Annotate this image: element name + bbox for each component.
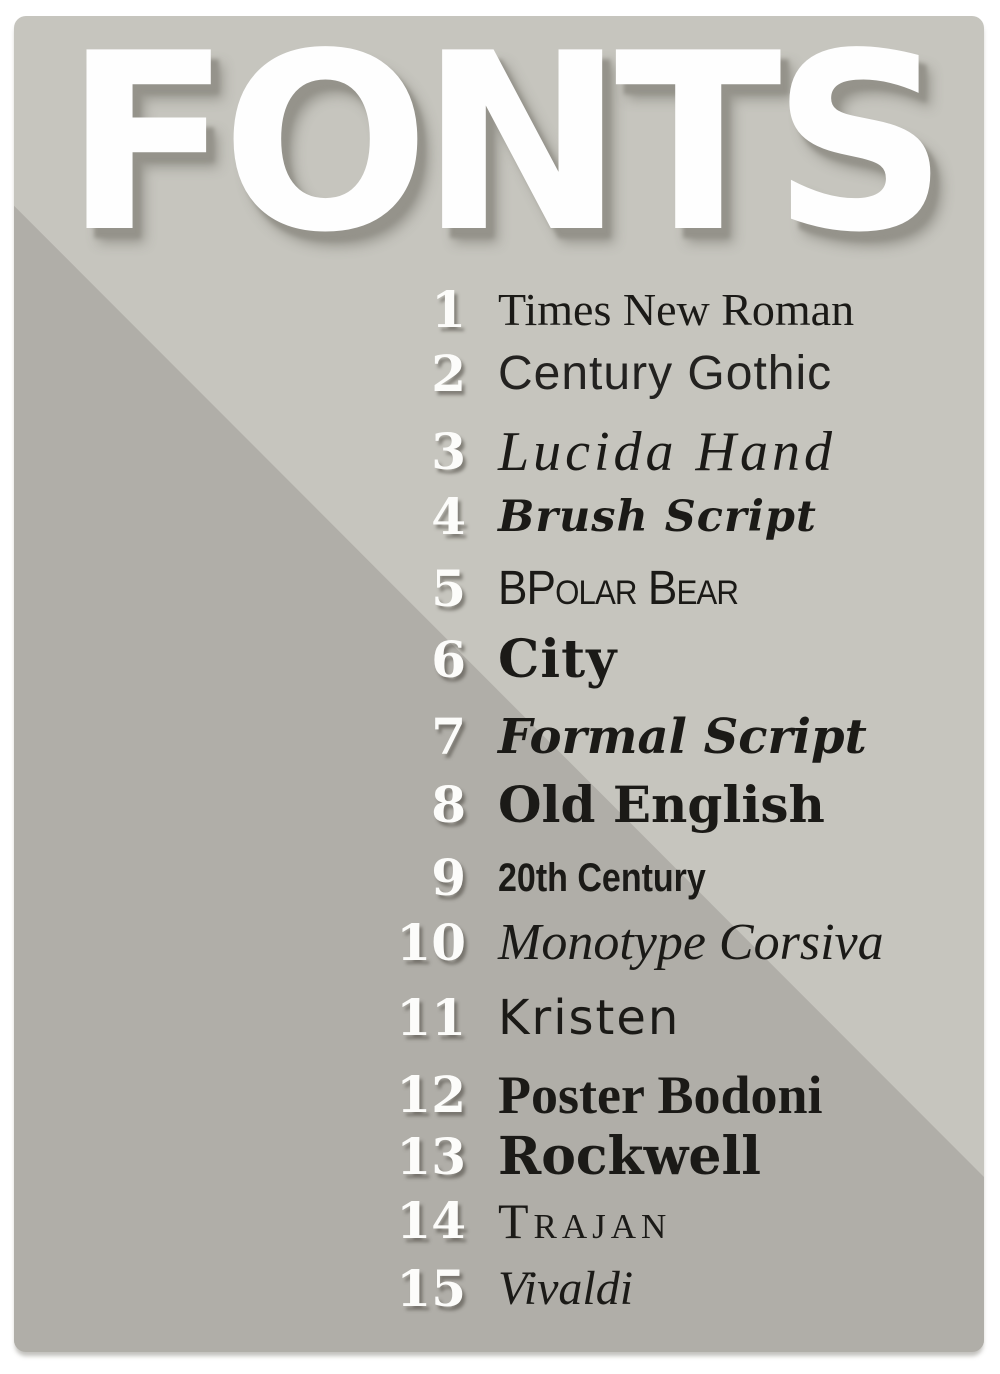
font-item-9-name: 20th Century — [498, 856, 706, 900]
font-item-9 — [14, 848, 984, 907]
font-item-14-number: 14 — [396, 1191, 466, 1250]
font-item-1 — [14, 280, 984, 339]
font-item-13 — [14, 1126, 984, 1187]
font-item-12-number: 12 — [396, 1065, 466, 1124]
font-item-6 — [14, 629, 984, 690]
font-item-2-number: 2 — [431, 344, 466, 403]
font-item-10-number: 10 — [396, 913, 466, 972]
font-item-5-number: 5 — [431, 559, 466, 618]
poster-card — [14, 16, 984, 1352]
poster-title: FONTS — [64, 16, 939, 286]
font-item-11-number: 11 — [396, 988, 466, 1047]
font-item-7 — [14, 707, 984, 766]
font-item-15-name: Vivaldi — [498, 1262, 634, 1315]
font-item-10-name: Monotype Corsiva — [498, 914, 884, 971]
font-item-12-name: Poster Bodoni — [498, 1065, 823, 1125]
font-item-1-name: Times New Roman — [498, 284, 855, 335]
font-item-6-number: 6 — [431, 630, 466, 689]
font-item-8-name: Old English — [498, 775, 825, 834]
font-item-3-name: Lucida Hand — [498, 421, 836, 483]
font-item-14-name: Trajan — [498, 1193, 672, 1249]
font-item-15 — [14, 1259, 984, 1318]
font-item-8 — [14, 775, 984, 834]
font-item-2-name: Century Gothic — [498, 347, 833, 400]
font-item-11-name: Kristen — [498, 990, 681, 1046]
font-item-3-number: 3 — [431, 422, 466, 481]
font-item-4-name: Brush Script — [498, 491, 817, 542]
font-item-6-name: City — [498, 629, 618, 690]
font-item-1-number: 1 — [431, 280, 466, 339]
font-item-5 — [14, 559, 984, 618]
font-item-8-number: 8 — [431, 775, 466, 834]
font-item-13-number: 13 — [396, 1127, 466, 1186]
font-item-5-name: BPolar Bear — [498, 562, 739, 615]
font-item-12 — [14, 1065, 984, 1125]
font-item-15-number: 15 — [396, 1259, 466, 1318]
font-item-3 — [14, 421, 984, 483]
font-item-2 — [14, 344, 984, 403]
font-item-7-number: 7 — [431, 707, 466, 766]
font-item-10 — [14, 913, 984, 972]
font-item-11 — [14, 988, 984, 1047]
font-item-4 — [14, 487, 984, 546]
font-item-4-number: 4 — [431, 487, 466, 546]
font-item-14 — [14, 1191, 984, 1250]
font-item-13-name: Rockwell — [498, 1126, 761, 1187]
font-item-9-number: 9 — [431, 848, 466, 907]
font-item-7-name: Formal Script — [498, 709, 867, 765]
